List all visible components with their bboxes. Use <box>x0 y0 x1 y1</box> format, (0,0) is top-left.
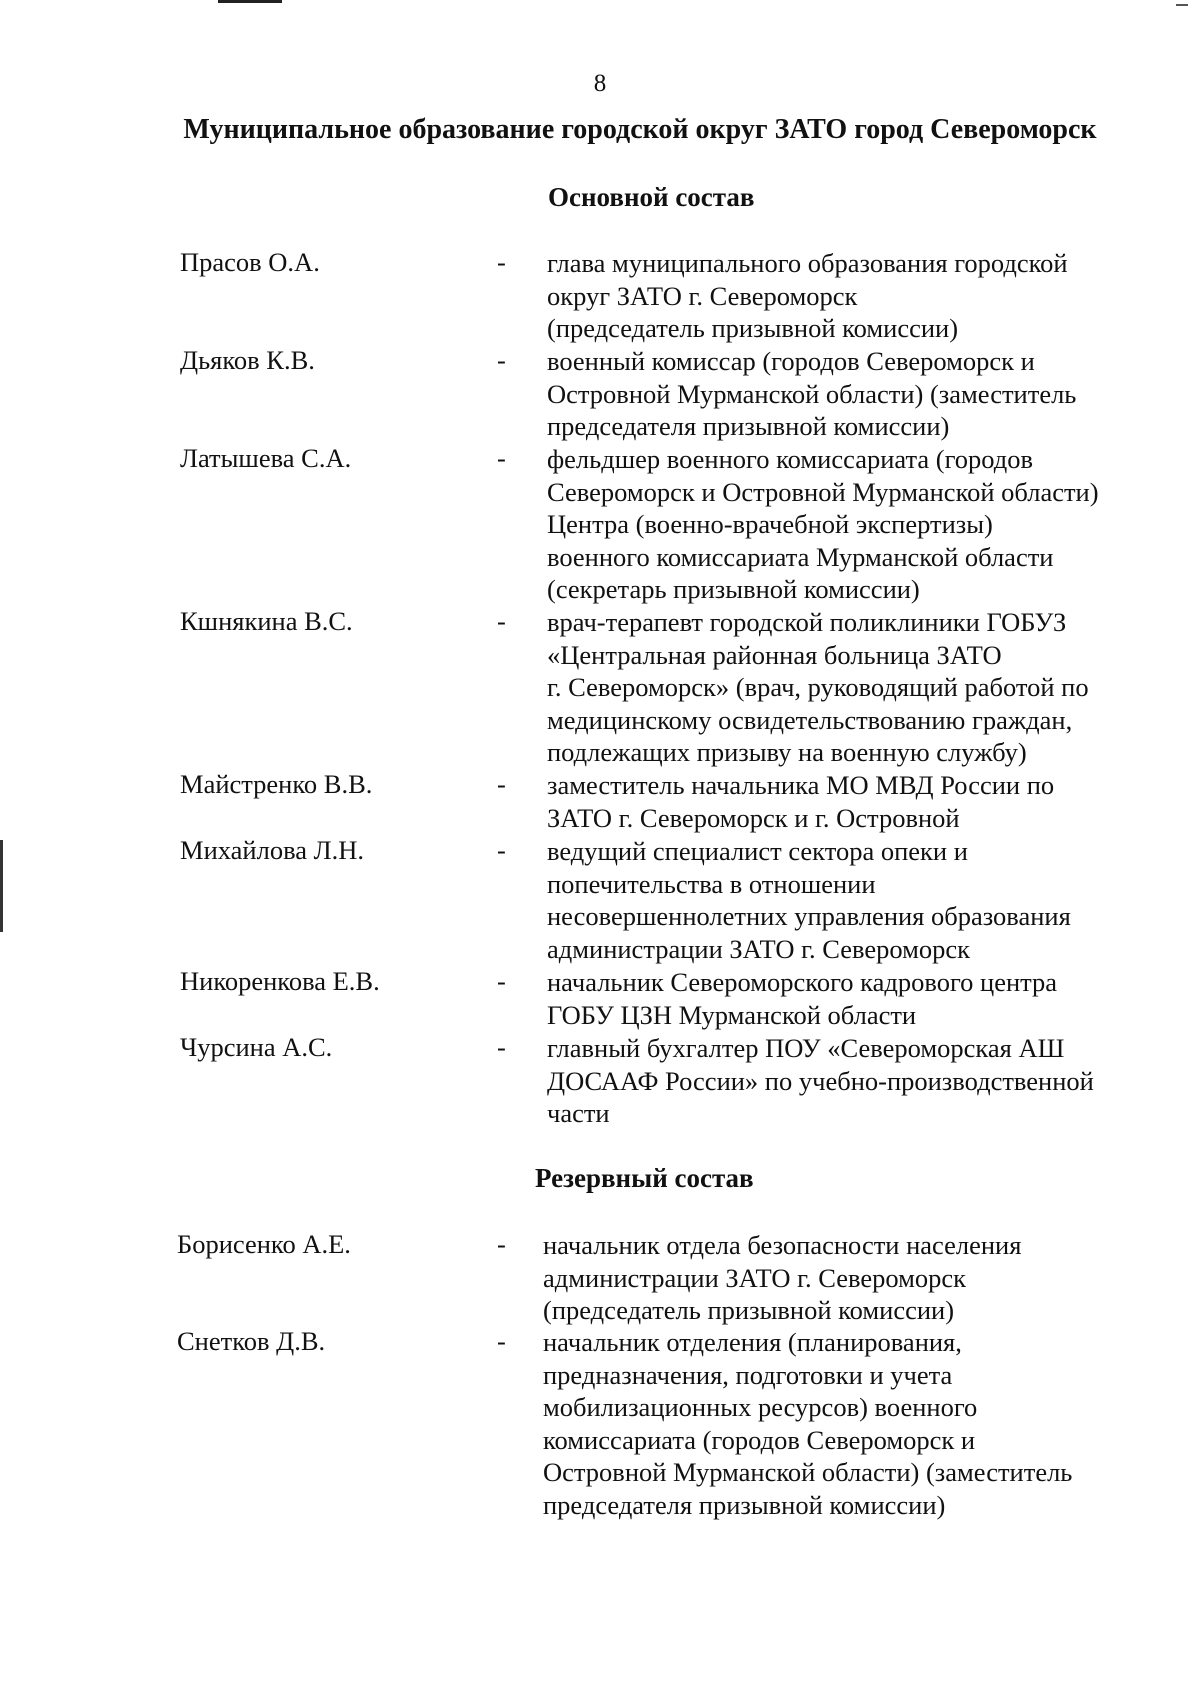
member-name: Михайлова Л.Н. <box>180 835 364 865</box>
member-name: Латышева С.А. <box>180 443 352 473</box>
member-role: глава муниципального образования городской округ ЗАТО г. Североморск (председатель призывной комиссии) <box>547 248 1068 343</box>
member-role: врач-терапевт городской поликлиники ГОБУЗ «Центральная районная больница ЗАТО г. Североморск» (врач, руководящий работой по медицинскому освидетельствованию граждан, подлежащих призыву на военную службу) <box>547 607 1089 767</box>
member-dash: - <box>497 835 506 865</box>
member-dash: - <box>497 443 506 473</box>
member-name: Чурсина А.С. <box>180 1032 333 1062</box>
page-number: 8 <box>593 70 607 97</box>
member-dash: - <box>497 606 506 636</box>
member-role: начальник отдела безопасности населения администрации ЗАТО г. Североморск (председатель призывной комиссии) <box>543 1230 1022 1325</box>
member-role: начальник Североморского кадрового центра ГОБУ ЦЗН Мурманской области <box>547 967 1058 1030</box>
member-dash: - <box>497 966 506 996</box>
section-heading-reserve: Резервный состав <box>535 1163 754 1193</box>
member-name: Кшнякина В.С. <box>180 606 353 636</box>
member-role: военный комиссар (городов Североморск и Островной Мурманской области) (заместитель председателя призывной комиссии) <box>547 346 1077 441</box>
document-title: Муниципальное образование городской округ ЗАТО город Североморск <box>183 114 1097 145</box>
member-name: Дьяков К.В. <box>180 345 315 375</box>
member-role: ведущий специалист сектора опеки и попечительства в отношении несовершеннолетних управления образования администрации ЗАТО г. Североморск <box>547 836 1071 964</box>
member-name: Прасов О.А. <box>180 247 320 277</box>
section-heading-main: Основной состав <box>548 182 755 212</box>
member-role: начальник отделения (планирования, предназначения, подготовки и учета мобилизационных ресурсов) военного комиссариата (городов Североморск и Островной Мурманской области) (заместитель председателя призывной комиссии) <box>543 1327 1073 1520</box>
member-role: заместитель начальника МО МВД России по ЗАТО г. Североморск и г. Островной <box>547 770 1055 833</box>
member-dash: - <box>497 1032 506 1062</box>
member-dash: - <box>497 247 506 277</box>
scan-artifact-left <box>0 840 3 932</box>
member-role: фельдшер военного комиссариата (городов Североморск и Островной Мурманской области) Центра (военно-врачебной экспертизы) военного комиссариата Мурманской области (секретарь призывной комиссии) <box>547 444 1099 604</box>
member-role: главный бухгалтер ПОУ «Североморская АШ ДОСААФ России» по учебно-производственной части <box>547 1033 1094 1128</box>
member-name: Снетков Д.В. <box>177 1326 326 1356</box>
member-dash: - <box>497 1326 506 1356</box>
member-name: Майстренко В.В. <box>180 769 373 799</box>
member-name: Никоренкова Е.В. <box>180 966 380 996</box>
scan-artifact-right <box>1176 4 1188 6</box>
scan-artifact-top <box>218 0 282 3</box>
member-name: Борисенко А.Е. <box>177 1229 351 1259</box>
member-dash: - <box>497 769 506 799</box>
member-dash: - <box>497 1229 506 1259</box>
member-dash: - <box>497 345 506 375</box>
